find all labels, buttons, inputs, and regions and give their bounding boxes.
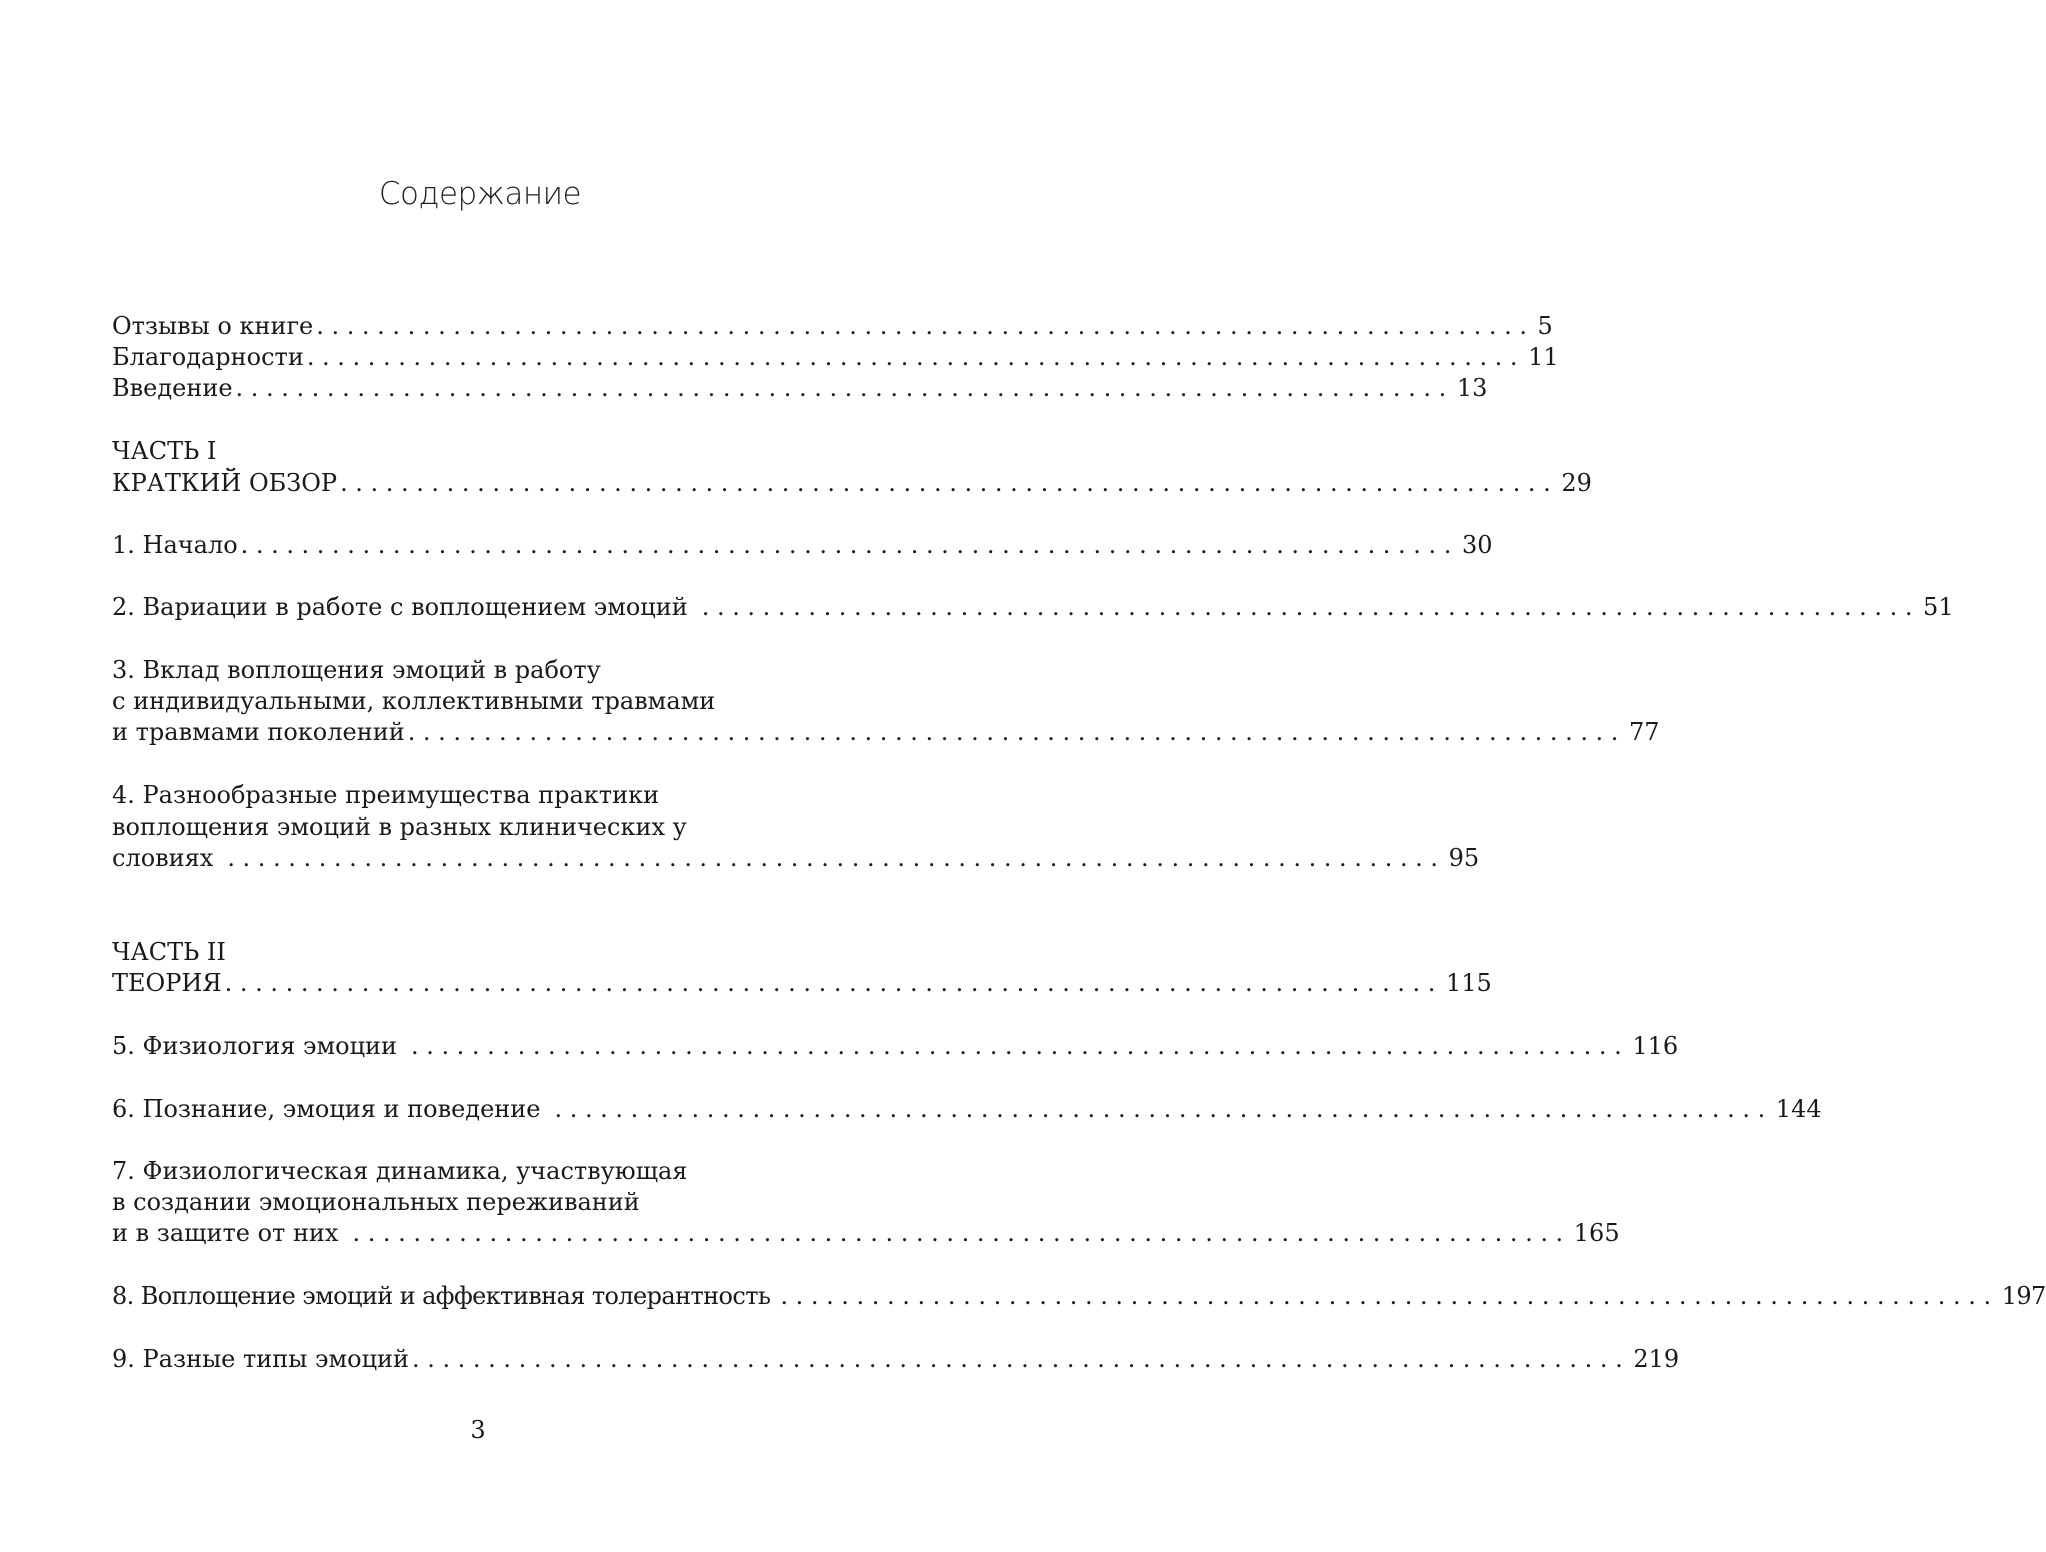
toc-entry[interactable]	[112, 1216, 1620, 1250]
toc-entry-title: Введение	[112, 374, 233, 402]
toc-entry[interactable]	[112, 309, 1553, 343]
toc-entry[interactable]	[112, 371, 1488, 405]
dot-leader: ................................................................................	[352, 1219, 1571, 1247]
toc-entry-line: с индивидуальными, коллективными травмами	[112, 687, 716, 715]
dot-leader: ................................................................................	[227, 844, 1446, 872]
page-number: 3	[470, 1416, 486, 1444]
dot-leader: ................................................................................	[316, 312, 1535, 340]
toc-entry-page: 197	[2001, 1282, 2046, 1310]
toc-entry-page: 116	[1632, 1032, 1679, 1060]
toc-entry-page: 29	[1561, 469, 1592, 497]
toc-entry-page: 219	[1633, 1345, 1680, 1373]
toc-entry-title: и в защите от них	[112, 1219, 339, 1247]
toc-entry-page: 11	[1528, 343, 1559, 371]
dot-leader: ................................................................................	[340, 469, 1559, 497]
toc-entry-line: 4. Разнообразные преимущества практики	[112, 781, 660, 809]
toc-entry[interactable]	[112, 841, 1480, 875]
toc-entry[interactable]	[112, 528, 1493, 562]
toc-entry-title: 6. Познание, эмоция и поведение	[112, 1095, 541, 1123]
toc-entry-line: воплощения эмоций в разных клинических у	[112, 813, 687, 841]
part-heading: ЧАСТЬ II	[112, 938, 226, 966]
dot-leader: ................................................................................	[412, 1345, 1631, 1373]
toc-entry[interactable]	[112, 340, 1559, 374]
toc-entry-title: словиях	[112, 844, 214, 872]
toc-entry-page: 30	[1461, 531, 1493, 559]
toc-entry[interactable]	[112, 1029, 1679, 1063]
toc-entry-page: 165	[1573, 1219, 1620, 1247]
toc-entry[interactable]	[112, 466, 1592, 500]
toc-entry-line: 7. Физиологическая динамика, участвующая	[112, 1157, 688, 1185]
part-heading: ЧАСТЬ I	[112, 437, 217, 465]
toc-entry-page: 144	[1775, 1095, 1822, 1123]
toc-entry-title: 2. Вариации в работе с воплощением эмоций	[112, 593, 688, 621]
toc-entry-title: КРАТКИЙ ОБЗОР	[112, 469, 338, 497]
dot-leader: ................................................................................	[224, 969, 1443, 997]
toc-entry-page: 95	[1448, 844, 1480, 872]
toc-entry[interactable]	[112, 1342, 1680, 1376]
toc-entry-page: 77	[1629, 718, 1660, 746]
toc-entry-title: 5. Физиология эмоции	[112, 1032, 397, 1060]
toc-entry-title: Отзывы о книге	[112, 312, 314, 340]
dot-leader: ................................................................................	[407, 718, 1626, 746]
toc-entry-line: в создании эмоциональных переживаний	[112, 1188, 640, 1216]
dot-leader: ................................................................................	[306, 343, 1526, 371]
toc-entry[interactable]	[112, 966, 1492, 1000]
toc-entry[interactable]	[112, 1279, 2046, 1313]
dot-leader: ................................................................................	[554, 1095, 1773, 1123]
toc-entry-title: 8. Воплощение эмоций и аффективная толерантность	[112, 1282, 771, 1310]
dot-leader: ................................................................................	[780, 1282, 1999, 1310]
toc-entry-title: Благодарности	[112, 343, 304, 371]
toc-entry-page: 5	[1537, 312, 1553, 340]
dot-leader: ................................................................................	[701, 593, 1921, 621]
dot-leader: ................................................................................	[240, 531, 1459, 559]
toc-entry-title: 9. Разные типы эмоций	[112, 1345, 409, 1373]
dot-leader: ................................................................................	[235, 374, 1454, 402]
toc-entry-page: 51	[1923, 593, 1954, 621]
toc-entry-title: ТЕОРИЯ	[112, 969, 222, 997]
toc-entry-line: 3. Вклад воплощения эмоций в работу	[112, 656, 601, 684]
toc-entry-page: 13	[1456, 374, 1488, 402]
toc-entry[interactable]	[112, 715, 1660, 749]
toc-entry-title: и травмами поколений	[112, 718, 405, 746]
toc-entry-title: 1. Начало	[112, 531, 238, 559]
toc-entry[interactable]	[112, 590, 1954, 624]
dot-leader: ................................................................................	[411, 1032, 1630, 1060]
toc-entry-page: 115	[1445, 969, 1492, 997]
page-title: Содержание	[378, 176, 582, 212]
toc-entry[interactable]	[112, 1092, 1822, 1126]
